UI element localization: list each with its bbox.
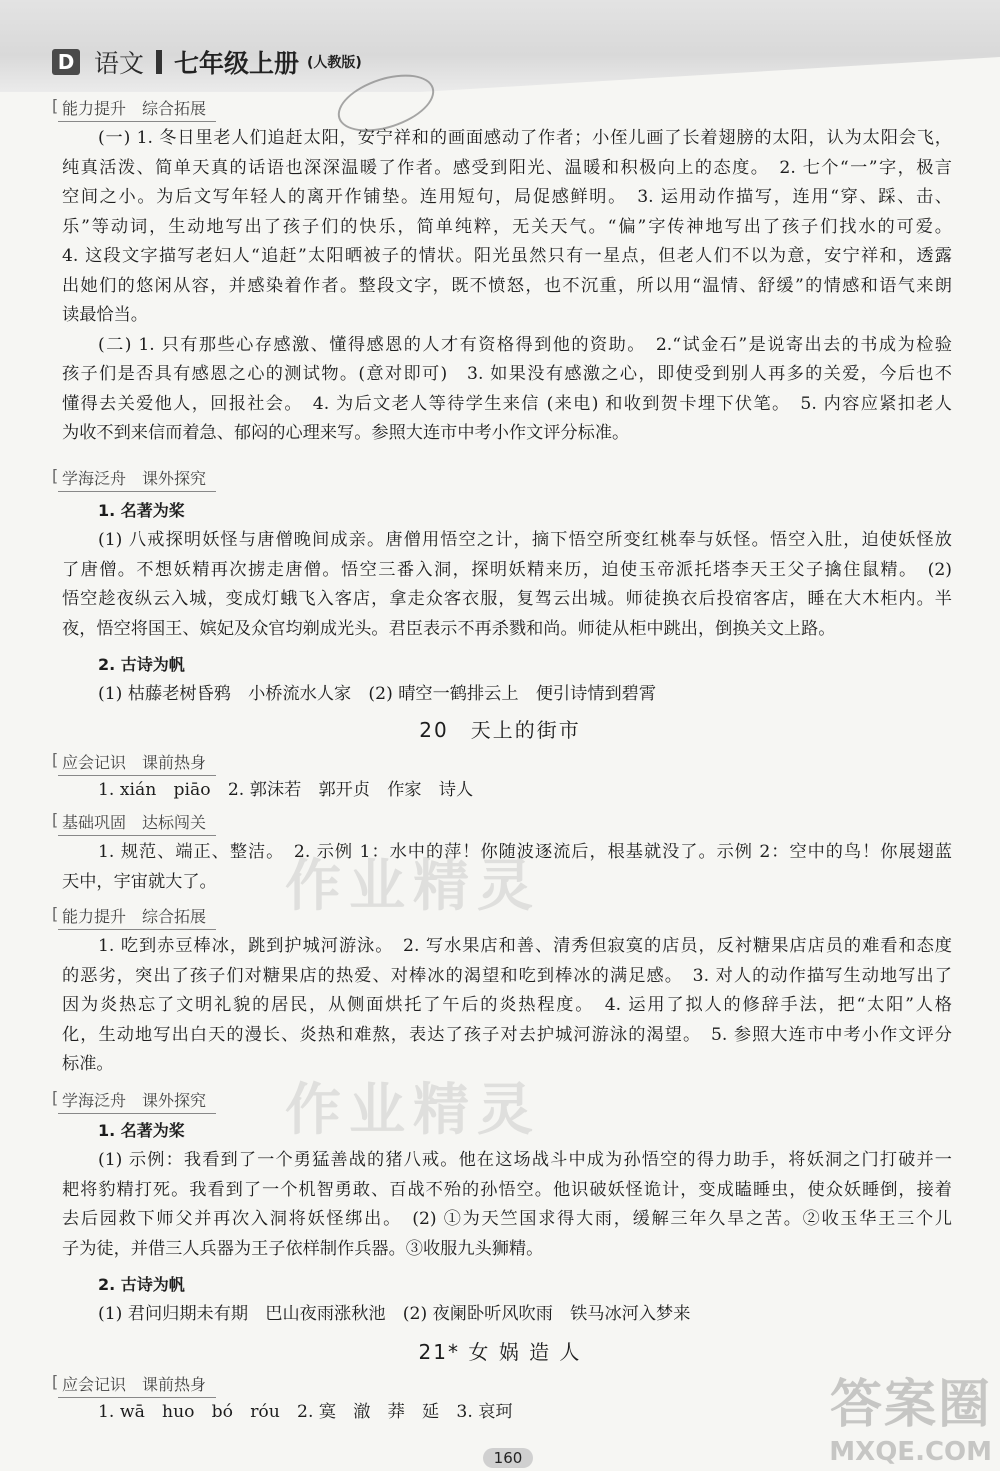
text-line: 为收不到来信而着急、郁闷的心理来写。参照大连市中考小作文评分标准。 bbox=[62, 423, 630, 443]
subheading-poems: 2. 古诗为帆 bbox=[98, 655, 185, 674]
text-line: 标准。 bbox=[62, 1054, 114, 1074]
text-line: 耙将豹精打死。我看到了一个机智勇敢、百战不殆的孙悟空。他识破妖怪诡计，变成瞌睡虫，使众妖睡倒，接着 bbox=[62, 1179, 952, 1200]
text-line: (二) 1. 只有那些心存感激、懂得感恩的人才有资格得到他的资助。 2.“试金石”是说寄出去的书成为检验 bbox=[98, 334, 952, 355]
section-basic: [ 基础巩固 达标闯关 bbox=[58, 810, 216, 833]
text-line: 1. 吃到赤豆棒冰，跳到护城河游泳。 2. 写水果店和善、清秀但寂寞的店员，反衬糖果店店员的难看和态度 bbox=[98, 936, 952, 956]
text-line: 1. 规范、端正、整洁。 2. 示例 1：水中的萍！你随波逐流后，根基就没了。示例 2：空中的鸟！你展翅蓝 bbox=[98, 842, 952, 862]
page-number: 160 bbox=[483, 1448, 533, 1468]
corner-watermark-cn: 答案圈 bbox=[829, 1375, 992, 1435]
text-line: 懂得去关爱他人，回报社会。 4. 为后文老人等待学生来信 (来电) 和收到贺卡埋下伏笔。 5. 内容应紧扣老人 bbox=[62, 393, 952, 414]
text-line: 天中，宇宙就大了。 bbox=[62, 871, 217, 892]
lesson-21-title: 21* 女 娲 造 人 bbox=[418, 1340, 582, 1364]
text-line: (一) 1. 冬日里老人们追赶太阳，安宁祥和的画面感动了作者；小侄儿画了长着翅膀的太阳，认为太阳会飞， bbox=[98, 128, 952, 148]
series-badge: D bbox=[52, 49, 80, 75]
lesson-20-memory: 1. xián piāo 2. 郭沫若 郭开贞 作家 诗人 bbox=[98, 780, 474, 800]
text-line: 因为炎热忘了文明礼貌的居民，从侧面烘托了午后的炎热程度。 4. 运用了拟人的修辞手法，把“太阳”人格 bbox=[62, 995, 952, 1015]
section-memory: [ 应会记识 课前热身 bbox=[58, 750, 216, 773]
text-line: 4. 这段文字描写老妇人“追赶”太阳晒被子的情状。阳光虽然只有一星点，但老人们不以为意，安宁祥和，透露 bbox=[62, 246, 952, 266]
header-row bbox=[52, 44, 362, 80]
text-line: 子为徒，并借三人兵器为王子依样制作兵器。③收服九头狮精。 bbox=[62, 1238, 544, 1259]
text-line: 悟空趁夜纵云入城，变成灯蛾飞入客店，拿走众客衣服，复驾云出城。师徒换衣后投宿客店，睡在大木柜内。半 bbox=[62, 589, 952, 609]
text-line: 去后园救下师父并再次入洞将妖怪绑出。 (2) ①为天竺国求得大雨，缓解三年久旱之苦。②收玉华王三个儿 bbox=[62, 1209, 952, 1229]
text-line: 的恶劣，突出了孩子们对糖果店的热爱、对棒冰的渴望和吃到棒冰的满足感。 3. 对人的动作描写生动地写出了 bbox=[62, 965, 952, 986]
subject-label: 语文 bbox=[94, 49, 145, 78]
section-ability-2: [ 能力提升 综合拓展 bbox=[58, 904, 216, 927]
watermark-2: 作业精灵 bbox=[285, 1078, 541, 1143]
lesson-21-memory: 1. wā huo bó róu 2. 寞 澈 莽 延 3. 哀珂 bbox=[98, 1402, 513, 1422]
text-line: 空间之小。为后文写年轻人的离开作铺垫。连用短句，局促感鲜明。 3. 运用动作描写，连用“穿、踩、击、 bbox=[62, 187, 952, 207]
text-line: 孩子们是否具有感恩之心的测试物。(意对即可) 3. 如果没有感激之心，即使受到别人再多的关爱，今后也不 bbox=[62, 364, 952, 384]
text-line: (1) 八戒探明妖怪与唐僧晚间成亲。唐僧用悟空之计，摘下悟空所变红桃奉与妖怪。悟空入肚，迫使妖怪放 bbox=[98, 530, 952, 550]
corner-watermark-en: MXQE.COM bbox=[829, 1437, 992, 1467]
text-line: 夜，悟空将国王、嫔妃及众官均剃成光头。君臣表示不再杀戮和尚。师徒从柜中跳出，倒换关文上路。 bbox=[62, 618, 836, 639]
text-line: (1) 示例：我看到了一个勇猛善战的猪八戒。他在这场战斗中成为孙悟空的得力助手，将妖洞之门打破并一 bbox=[98, 1150, 952, 1170]
text-line: 乐”等动词，生动地写出了孩子们的快乐，简单纯粹，无关天气。“偏”字传神地写出了孩子们找水的可爱。 bbox=[62, 216, 952, 237]
subheading-classics-2: 1. 名著为桨 bbox=[98, 1121, 185, 1140]
header-divider bbox=[156, 50, 162, 74]
poem-line-2: (1) 君问归期未有期 巴山夜雨涨秋池 (2) 夜阑卧听风吹雨 铁马冰河入梦来 bbox=[98, 1304, 691, 1324]
section-ability: [ 能力提升 综合拓展 bbox=[58, 96, 216, 119]
grade-label: 七年级上册 bbox=[174, 49, 300, 78]
section-memory-2: [ 应会记识 课前热身 bbox=[58, 1372, 216, 1395]
corner-watermark bbox=[829, 1362, 992, 1467]
watermark-1: 作业精灵 bbox=[285, 854, 541, 919]
text-line: 出她们的悠闲从容，并感染着作者。整段文字，既不愤怒，也不沉重，所以用“温情、舒缓”的情感和语气来朗 bbox=[62, 275, 952, 296]
text-line: 纯真活泼、简单天真的话语也深深温暖了作者。感受到阳光、温暖和积极向上的态度。 2. 七个“一”字，极言 bbox=[62, 157, 952, 178]
subheading-poems-2: 2. 古诗为帆 bbox=[98, 1275, 185, 1294]
subheading-classics: 1. 名著为桨 bbox=[98, 501, 185, 520]
lesson-20-title: 20 天上的街市 bbox=[419, 718, 581, 742]
section-explore-2: [ 学海泛舟 课外探究 bbox=[58, 1088, 216, 1111]
text-line: 化，生动地写出白天的漫长、炎热和难熬，表达了孩子对去护城河游泳的渴望。 5. 参照大连市中考小作文评分 bbox=[62, 1024, 952, 1045]
edition-label: (人教版) bbox=[307, 55, 362, 71]
section-explore: [ 学海泛舟 课外探究 bbox=[58, 466, 216, 489]
poem-line: (1) 枯藤老树昏鸦 小桥流水人家 (2) 晴空一鹤排云上 便引诗情到碧霄 bbox=[98, 684, 657, 704]
text-line: 读最恰当。 bbox=[62, 305, 148, 325]
text-line: 了唐僧。不想妖精再次掳走唐僧。悟空三番入洞，探明妖精来历，迫使玉帝派托塔李天王父子擒住鼠精。 (2) bbox=[62, 559, 952, 580]
